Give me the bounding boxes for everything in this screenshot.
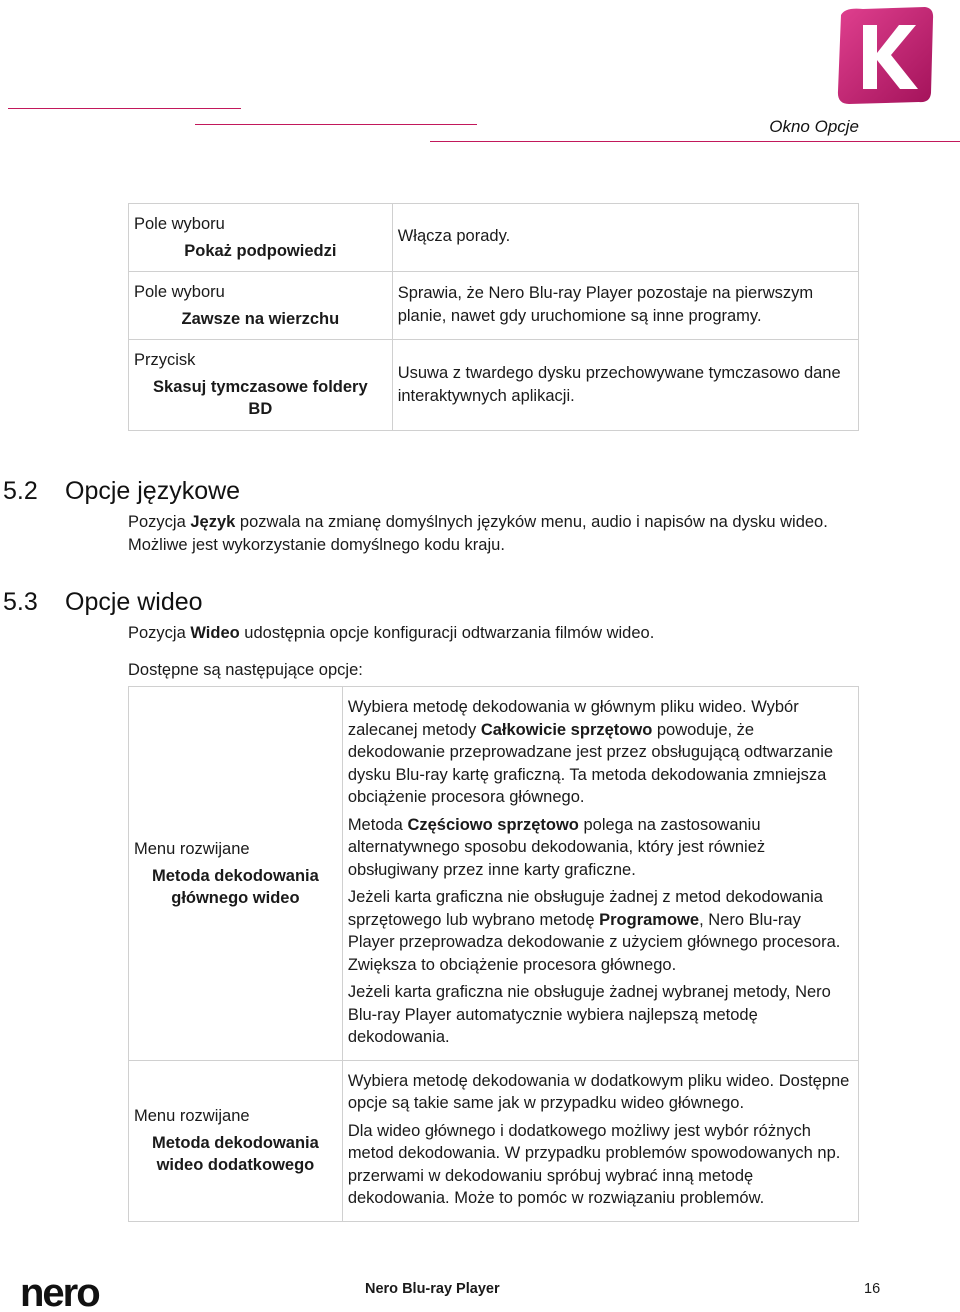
desc-bold: Całkowicie sprzętowo xyxy=(480,720,653,739)
body-text-bold: Wideo xyxy=(190,624,240,642)
control-description xyxy=(348,696,850,1049)
control-type: Pole wyboru xyxy=(134,215,225,233)
nero-logo-text: nero xyxy=(20,1276,99,1310)
description-paragraph: Dla wideo głównego i dodatkowego możliwy jest wybór różnych metod dekodowania. W przypadku problemów spowodowanych np. przerwami w dekodowaniu spróbuj wybrać inną metodę dekodowania. Może to pomóc w rozwiązaniu problemów. xyxy=(347,1121,841,1207)
control-description xyxy=(348,1070,850,1210)
footer-product-name: Nero Blu-ray Player xyxy=(365,1281,500,1297)
table-row xyxy=(129,272,859,340)
header-rule-1 xyxy=(8,108,241,109)
body-text-part: Pozycja xyxy=(128,513,191,531)
table-row xyxy=(129,340,859,431)
header-rule-2 xyxy=(195,124,477,125)
desc-text: powoduje, że dekodowanie przeprowadzane jest przez obsługującą odtwarzanie dysku Blu-ray kartę graficzną. Ta metoda dekodowania zmniejsza obciążenie procesora głównego. xyxy=(347,720,834,806)
section-title: Opcje językowe xyxy=(65,477,241,505)
control-type: Menu rozwijane xyxy=(134,1107,250,1125)
page-number: 16 xyxy=(864,1281,881,1297)
control-description: Sprawia, że Nero Blu-ray Player pozostaje na pierwszym planie, nawet gdy uruchomione są inne programy. xyxy=(397,284,814,325)
description-paragraph xyxy=(348,696,850,809)
description-paragraph xyxy=(348,814,850,882)
options-table-video xyxy=(128,686,859,1222)
desc-text: Metoda xyxy=(347,815,408,834)
available-options-label: Dostępne są następujące opcje: xyxy=(128,661,363,679)
body-text-part: udostępnia opcje konfiguracji odtwarzania filmów wideo. xyxy=(239,624,655,642)
desc-bold: Programowe xyxy=(599,910,700,929)
table-row xyxy=(129,204,859,272)
control-type: Menu rozwijane xyxy=(134,839,250,858)
description-paragraph: Wybiera metodę dekodowania w dodatkowym pliku wideo. Dostępne opcje są takie same jak w przypadku wideo głównego. xyxy=(347,1071,850,1112)
control-description: Usuwa z twardego dysku przechowywane tymczasowo dane interaktywnych aplikacji. xyxy=(397,364,841,405)
control-name: Pokaż podpowiedzi xyxy=(184,242,337,260)
control-name: Metoda dekodowania głównego wideo xyxy=(151,866,319,907)
section-body-video xyxy=(128,622,840,645)
body-text-bold: Język xyxy=(190,513,236,531)
k-logo-icon xyxy=(833,5,936,105)
section-heading-language xyxy=(3,476,240,506)
section-heading-video xyxy=(3,587,203,617)
section-number: 5.3 xyxy=(3,588,38,616)
body-text-part: pozwala na zmianę domyślnych języków menu, audio i napisów na dysku wideo. Możliwe jest wykorzystanie domyślnego kodu kraju. xyxy=(128,513,828,554)
desc-text: Wybiera metodę dekodowania w głównym pliku wideo. Wybór zalecanej metody xyxy=(347,698,799,739)
desc-text: polega na zastosowaniu alternatywnego sposobu dekodowania, który jest również obsługiwany przez inne karty graficzne. xyxy=(347,815,766,879)
control-name: Zawsze na wierzchu xyxy=(181,310,340,328)
nero-logo-icon xyxy=(20,1276,135,1310)
options-table-general xyxy=(128,203,859,431)
desc-text: , Nero Blu-ray Player przeprowadza dekodowanie z użyciem głównego procesora. Zwiększa to obciążenie procesora głównego. xyxy=(347,910,841,974)
table-row xyxy=(129,687,859,1061)
section-body-language xyxy=(128,511,840,557)
section-number: 5.2 xyxy=(3,477,38,505)
control-type: Pole wyboru xyxy=(134,283,225,301)
description-paragraph xyxy=(348,886,850,976)
control-description: Włącza porady. xyxy=(397,227,511,245)
desc-bold: Częściowo sprzętowo xyxy=(407,815,579,834)
section-title: Opcje wideo xyxy=(65,588,203,616)
header-rule-3 xyxy=(430,141,960,142)
control-name: Metoda dekodowania wideo dodatkowego xyxy=(151,1134,319,1174)
body-text-part: Pozycja xyxy=(128,624,191,642)
page-header-title: Okno Opcje xyxy=(769,117,859,136)
control-type: Przycisk xyxy=(134,351,196,369)
table-row xyxy=(129,1060,859,1221)
desc-text: Jeżeli karta graficzna nie obsługuje żadnej z metod dekodowania sprzętowego lub wybrano metodę xyxy=(347,888,823,929)
description-paragraph: Jeżeli karta graficzna nie obsługuje żadnej wybranej metody, Nero Blu-ray Player automatycznie wybiera najlepszą metodę dekodowania. xyxy=(347,983,831,1046)
control-name: Skasuj tymczasowe foldery BD xyxy=(153,378,368,418)
